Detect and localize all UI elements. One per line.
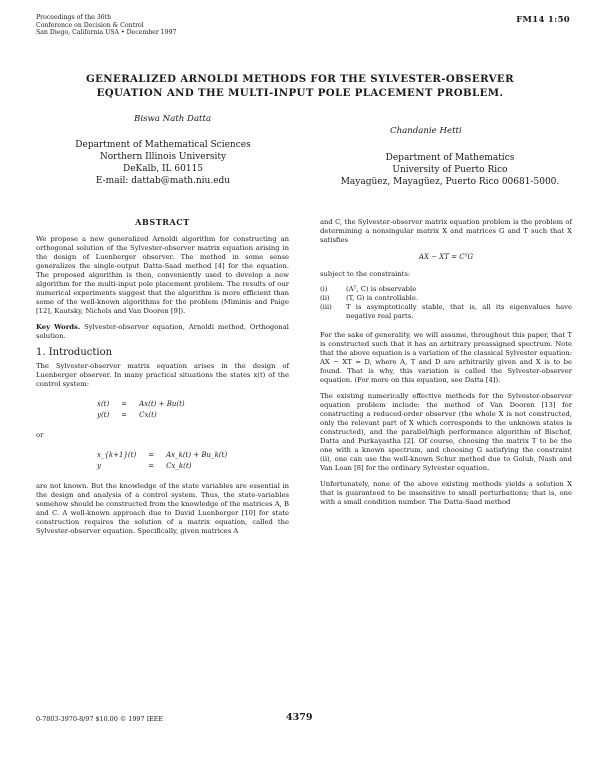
sylvester-observer-equation: AX − XT = CᵀG <box>418 253 474 261</box>
eq-rhs: Cx(t) <box>139 411 157 419</box>
constraints-list <box>320 285 572 321</box>
proceedings-line: Conference on Decision & Control <box>36 21 144 29</box>
proceedings-header <box>36 14 276 37</box>
eq-rhs: Ax(t) + Bu(t) <box>139 400 185 408</box>
title-line-1: GENERALIZED ARNOLDI METHODS FOR THE SYLVESTER-OBSERVER <box>86 73 514 85</box>
eq-op: = <box>148 451 155 459</box>
affiliation-line: University of Puerto Rico <box>392 165 508 175</box>
body-paragraph: For the sake of generality, we will assume, throughout this paper, that T is constructed such that it has an arbitrary preassigned spectrum. Note that the above equation is a variation of the classical Sylvester equation: AX − XT = D, where A, T and D are arbitrarily given and X is to be found. That is why, this variation is called the Sylvester-observer equation. (For more on this equation, see Datta [4]). <box>320 331 572 384</box>
keywords-label: Key Words. <box>36 323 81 331</box>
eq-lhs: y <box>97 462 101 470</box>
condition-number: (i) <box>320 285 328 293</box>
affiliation-line: Department of Mathematics <box>385 153 515 163</box>
eq-rhs: Cx_k(t) <box>166 462 192 470</box>
proceedings-line: Proceedings of the 36th <box>36 14 112 21</box>
affiliation-line: Northern Illinois University <box>99 152 227 162</box>
eq-lhs: x_{k+1}(t) <box>97 451 137 459</box>
condition-number: (iii) <box>320 303 332 311</box>
eq-op: = <box>148 462 155 470</box>
intro-paragraph: are not known. But the knowledge of the state variables are essential in the design and analysis of a control system. Thus, the state-variables somehow should be constructed from the knowledge of the matrices A, B and C. A well-known approach due to David Luenberger [10] for state construction requires the solution of a matrix equation, called the Sylvester-observer equation. Specifically, given matrices A <box>36 482 289 535</box>
affiliation-line: Department of Mathematical Sciences <box>75 140 251 150</box>
constraints-intro: subject to the constraints: <box>320 270 411 278</box>
title-line-2: EQUATION AND THE MULTI-INPUT POLE PLACEMENT PROBLEM. <box>96 87 504 99</box>
proceedings-line: San Diego, California USA • December 1997 <box>36 29 177 37</box>
page-number: 4379 <box>286 712 313 723</box>
body-paragraph: and C, the Sylvester-observer matrix equation problem is the problem of determining a nonsingular matrix X and matrices G and T such that X satisfies <box>320 218 572 244</box>
keywords-text: Sylvester-observer equation, Arnoldi method, Orthogonal solution. <box>36 323 289 340</box>
affiliation-line: DeKalb, IL 60115 <box>122 164 203 174</box>
abstract-heading: ABSTRACT <box>135 217 190 227</box>
author-affiliation-2 <box>320 152 580 188</box>
condition-text: T is asymptotically stable, that is, all its eigenvalues have negative real parts. <box>346 303 572 320</box>
or-text: or <box>36 431 44 439</box>
condition-number: (ii) <box>320 294 330 302</box>
author-name-2: Chandanie Hetti <box>390 126 462 136</box>
intro-paragraph: The Sylvester-observer matrix equation arises in the design of Luenberger observer. In many practical situations the states x(t) of the control system: <box>36 362 289 388</box>
affiliation-line: Mayagüez, Mayagüez, Puerto Rico 00681-5000. <box>340 177 560 187</box>
eq-lhs: ẋ(t) <box>97 400 110 408</box>
section-heading: 1. Introduction <box>36 347 113 358</box>
continuous-system-equations <box>91 399 191 421</box>
copyright-line: 0-7803-3970-8/97 $10.00 © 1997 IEEE <box>36 715 164 723</box>
keywords <box>36 323 289 341</box>
eq-op: = <box>121 411 128 419</box>
eq-rhs: Ax_k(t) + Bu_k(t) <box>166 451 228 459</box>
paper-title <box>50 72 550 100</box>
body-paragraph: Unfortunately, none of the above existing methods yields a solution X that is guaranteed to be insensitive to small perturbations; that is, one with a small condition number. The Datta-Saad method <box>320 480 572 506</box>
session-code: FM14 1:50 <box>516 15 570 25</box>
abstract-text: We propose a new generalized Arnoldi algorithm for constructing an orthogonal solution of the Sylvester-observer matrix equation arising in the design of Luenberger observer. The method in some sense generalizes the single-output Datta-Saad method [4] for the equation. The proposed algorithm is then, conveniently used to develop a new algorithm for the multi-input pole placement problem. The results of our numerical experiments suggest that the algorithm is more efficient than some of the well-known algorithms for the problem (Miminis and Paige [12], Kautsky, Nichols and Van Dooren [9]). <box>36 235 289 315</box>
condition-text: (T, G) is controllable. <box>346 294 419 302</box>
eq-lhs: y(t) <box>97 411 110 419</box>
author-name-1: Biswa Nath Datta <box>134 114 212 124</box>
discrete-system-equations <box>91 450 233 472</box>
eq-op: = <box>121 400 128 408</box>
right-column <box>320 218 572 514</box>
body-paragraph: The existing numerically effective methods for the Sylvester-observer equation problem include: the method of Van Dooren [13] for constructing a reduced-order observer (the whole X is not constructed, only the relevant part of X which corresponds to the unknown states is constructed), and the parallel/high performance algorithm of Bischof, Datta and Purkayastha [2]. Of course, choosing the matrix T to be the one with a known spectrum, and choosing G satisfying the constraint (ii), one can use the well-known Schur method due to Golub, Nash and Van Loan [8] for the ordinary Sylvester equation. <box>320 392 572 472</box>
left-column <box>36 218 289 543</box>
author-affiliation-1 <box>68 139 258 187</box>
affiliation-line: E-mail: dattab@math.niu.edu <box>95 176 231 186</box>
condition-text: (Aᵀ, C) is observable <box>346 285 417 293</box>
